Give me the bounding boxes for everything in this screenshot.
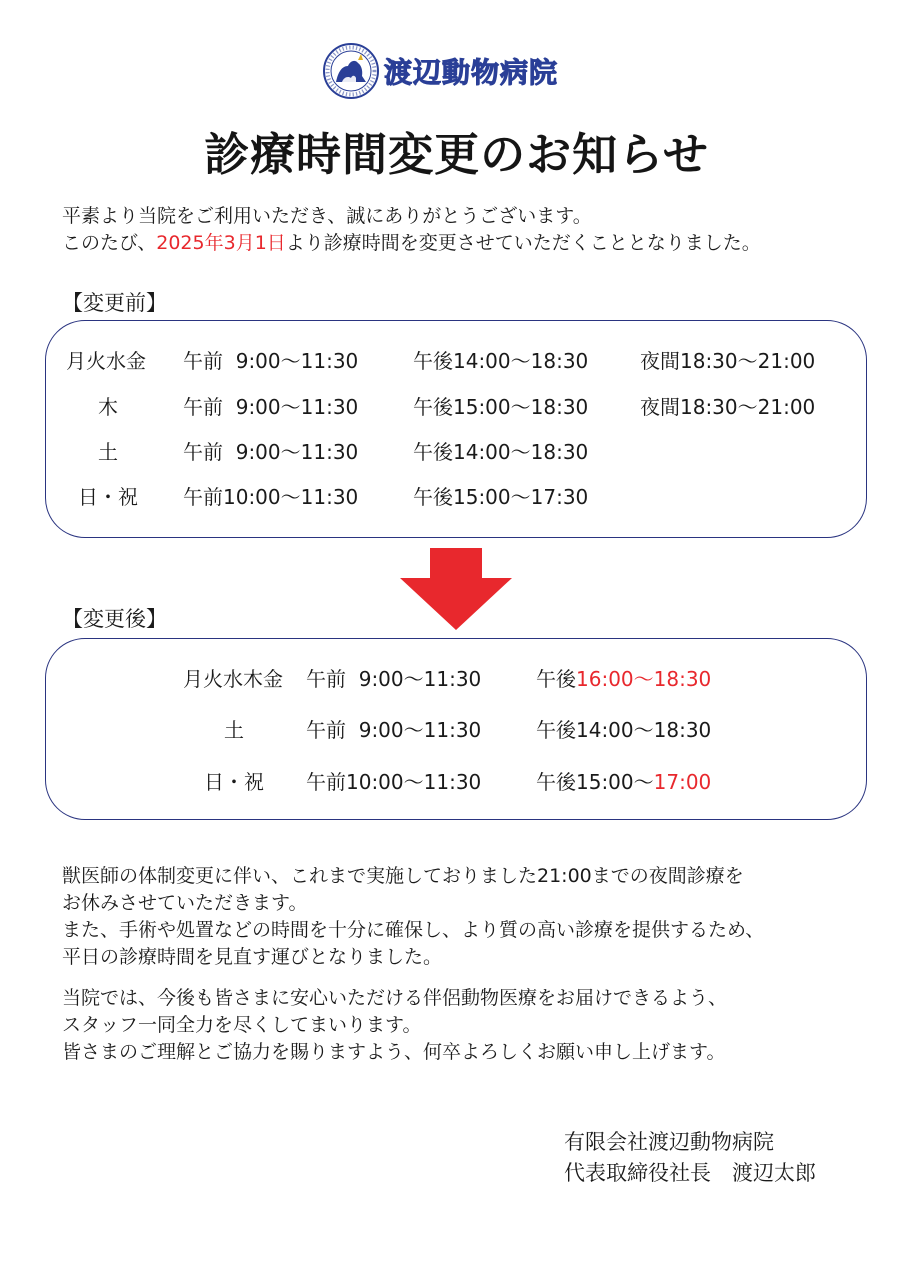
afternoon-hours: 午後14:00〜18:30 (536, 718, 712, 742)
day-label: 土 (98, 440, 118, 464)
afternoon-hours: 午後15:00〜17:30 (413, 485, 589, 509)
afternoon-hours: 午後14:00〜18:30 (413, 349, 589, 373)
down-arrow-icon (400, 548, 512, 630)
afternoon-hours: 午後14:00〜18:30 (413, 440, 589, 464)
text-line: 皆さまのご理解とご協力を賜りますよう、何卒よろしくお願い申し上げます。 (62, 1041, 726, 1063)
clinic-logo (322, 40, 558, 102)
notice-paragraph-2 (62, 985, 727, 1066)
day-label: 木 (98, 395, 118, 419)
day-label: 月火水木金 (183, 667, 283, 691)
after-schedule-table (45, 638, 867, 820)
notice-paragraph-1 (62, 863, 764, 971)
text-line: また、手術や処置などの時間を十分に確保し、より質の高い診療を提供するため、 (62, 919, 765, 941)
clinic-seal-icon (322, 42, 380, 100)
page-title: 診療時間変更のお知らせ (204, 128, 709, 181)
changed-hours: 17:00 (653, 770, 712, 794)
signature-block (564, 1127, 816, 1189)
day-label: 日・祝 (204, 770, 264, 794)
morning-hours: 午前 9:00〜11:30 (183, 349, 359, 373)
day-label: 日・祝 (78, 485, 138, 509)
changed-hours: 16:00〜18:30 (576, 667, 712, 691)
morning-hours: 午前10:00〜11:30 (306, 770, 482, 794)
intro-line-2 (62, 230, 761, 257)
afternoon-hours: 午後15:00〜18:30 (413, 395, 589, 419)
afternoon-hours (536, 663, 711, 692)
text-line: 平日の診療時間を見直す運びとなりました。 (62, 946, 443, 968)
day-label: 土 (224, 718, 244, 742)
afternoon-prefix: 午後15:00〜 (536, 770, 654, 794)
morning-hours: 午前 9:00〜11:30 (306, 667, 482, 691)
intro-line-1: 平素より当院をご利用いただき、誠にありがとうございます。 (62, 205, 592, 227)
text-line: スタッフ一同全力を尽くしてまいります。 (62, 1014, 422, 1036)
after-label: 【変更後】 (62, 607, 167, 631)
before-label: 【変更前】 (62, 291, 167, 315)
day-label: 月火水金 (66, 349, 146, 373)
morning-hours: 午前 9:00〜11:30 (183, 395, 359, 419)
night-hours: 夜間18:30〜21:00 (640, 349, 816, 373)
before-schedule-table (45, 320, 867, 538)
intro-paragraph (62, 203, 761, 257)
effective-date: 2025年3月1日 (156, 232, 286, 254)
signer-name: 代表取締役社長 渡辺太郎 (564, 1161, 816, 1185)
night-hours: 夜間18:30〜21:00 (640, 395, 816, 419)
morning-hours: 午前 9:00〜11:30 (306, 718, 482, 742)
intro-prefix: このたび、 (62, 232, 157, 254)
clinic-name: 渡辺動物病院 (384, 56, 559, 89)
afternoon-prefix: 午後 (536, 667, 576, 691)
text-line: お休みさせていただきます。 (62, 892, 308, 914)
company-name: 有限会社渡辺動物病院 (564, 1130, 774, 1154)
afternoon-hours (536, 766, 711, 795)
text-line: 当院では、今後も皆さまに安心いただける伴侶動物医療をお届けできるよう、 (62, 987, 728, 1009)
morning-hours: 午前10:00〜11:30 (183, 485, 359, 509)
morning-hours: 午前 9:00〜11:30 (183, 440, 359, 464)
intro-suffix: より診療時間を変更させていただくこととなりました。 (285, 232, 761, 254)
text-line: 獣医師の体制変更に伴い、これまで実施しておりました21:00までの夜間診療を (62, 865, 744, 887)
